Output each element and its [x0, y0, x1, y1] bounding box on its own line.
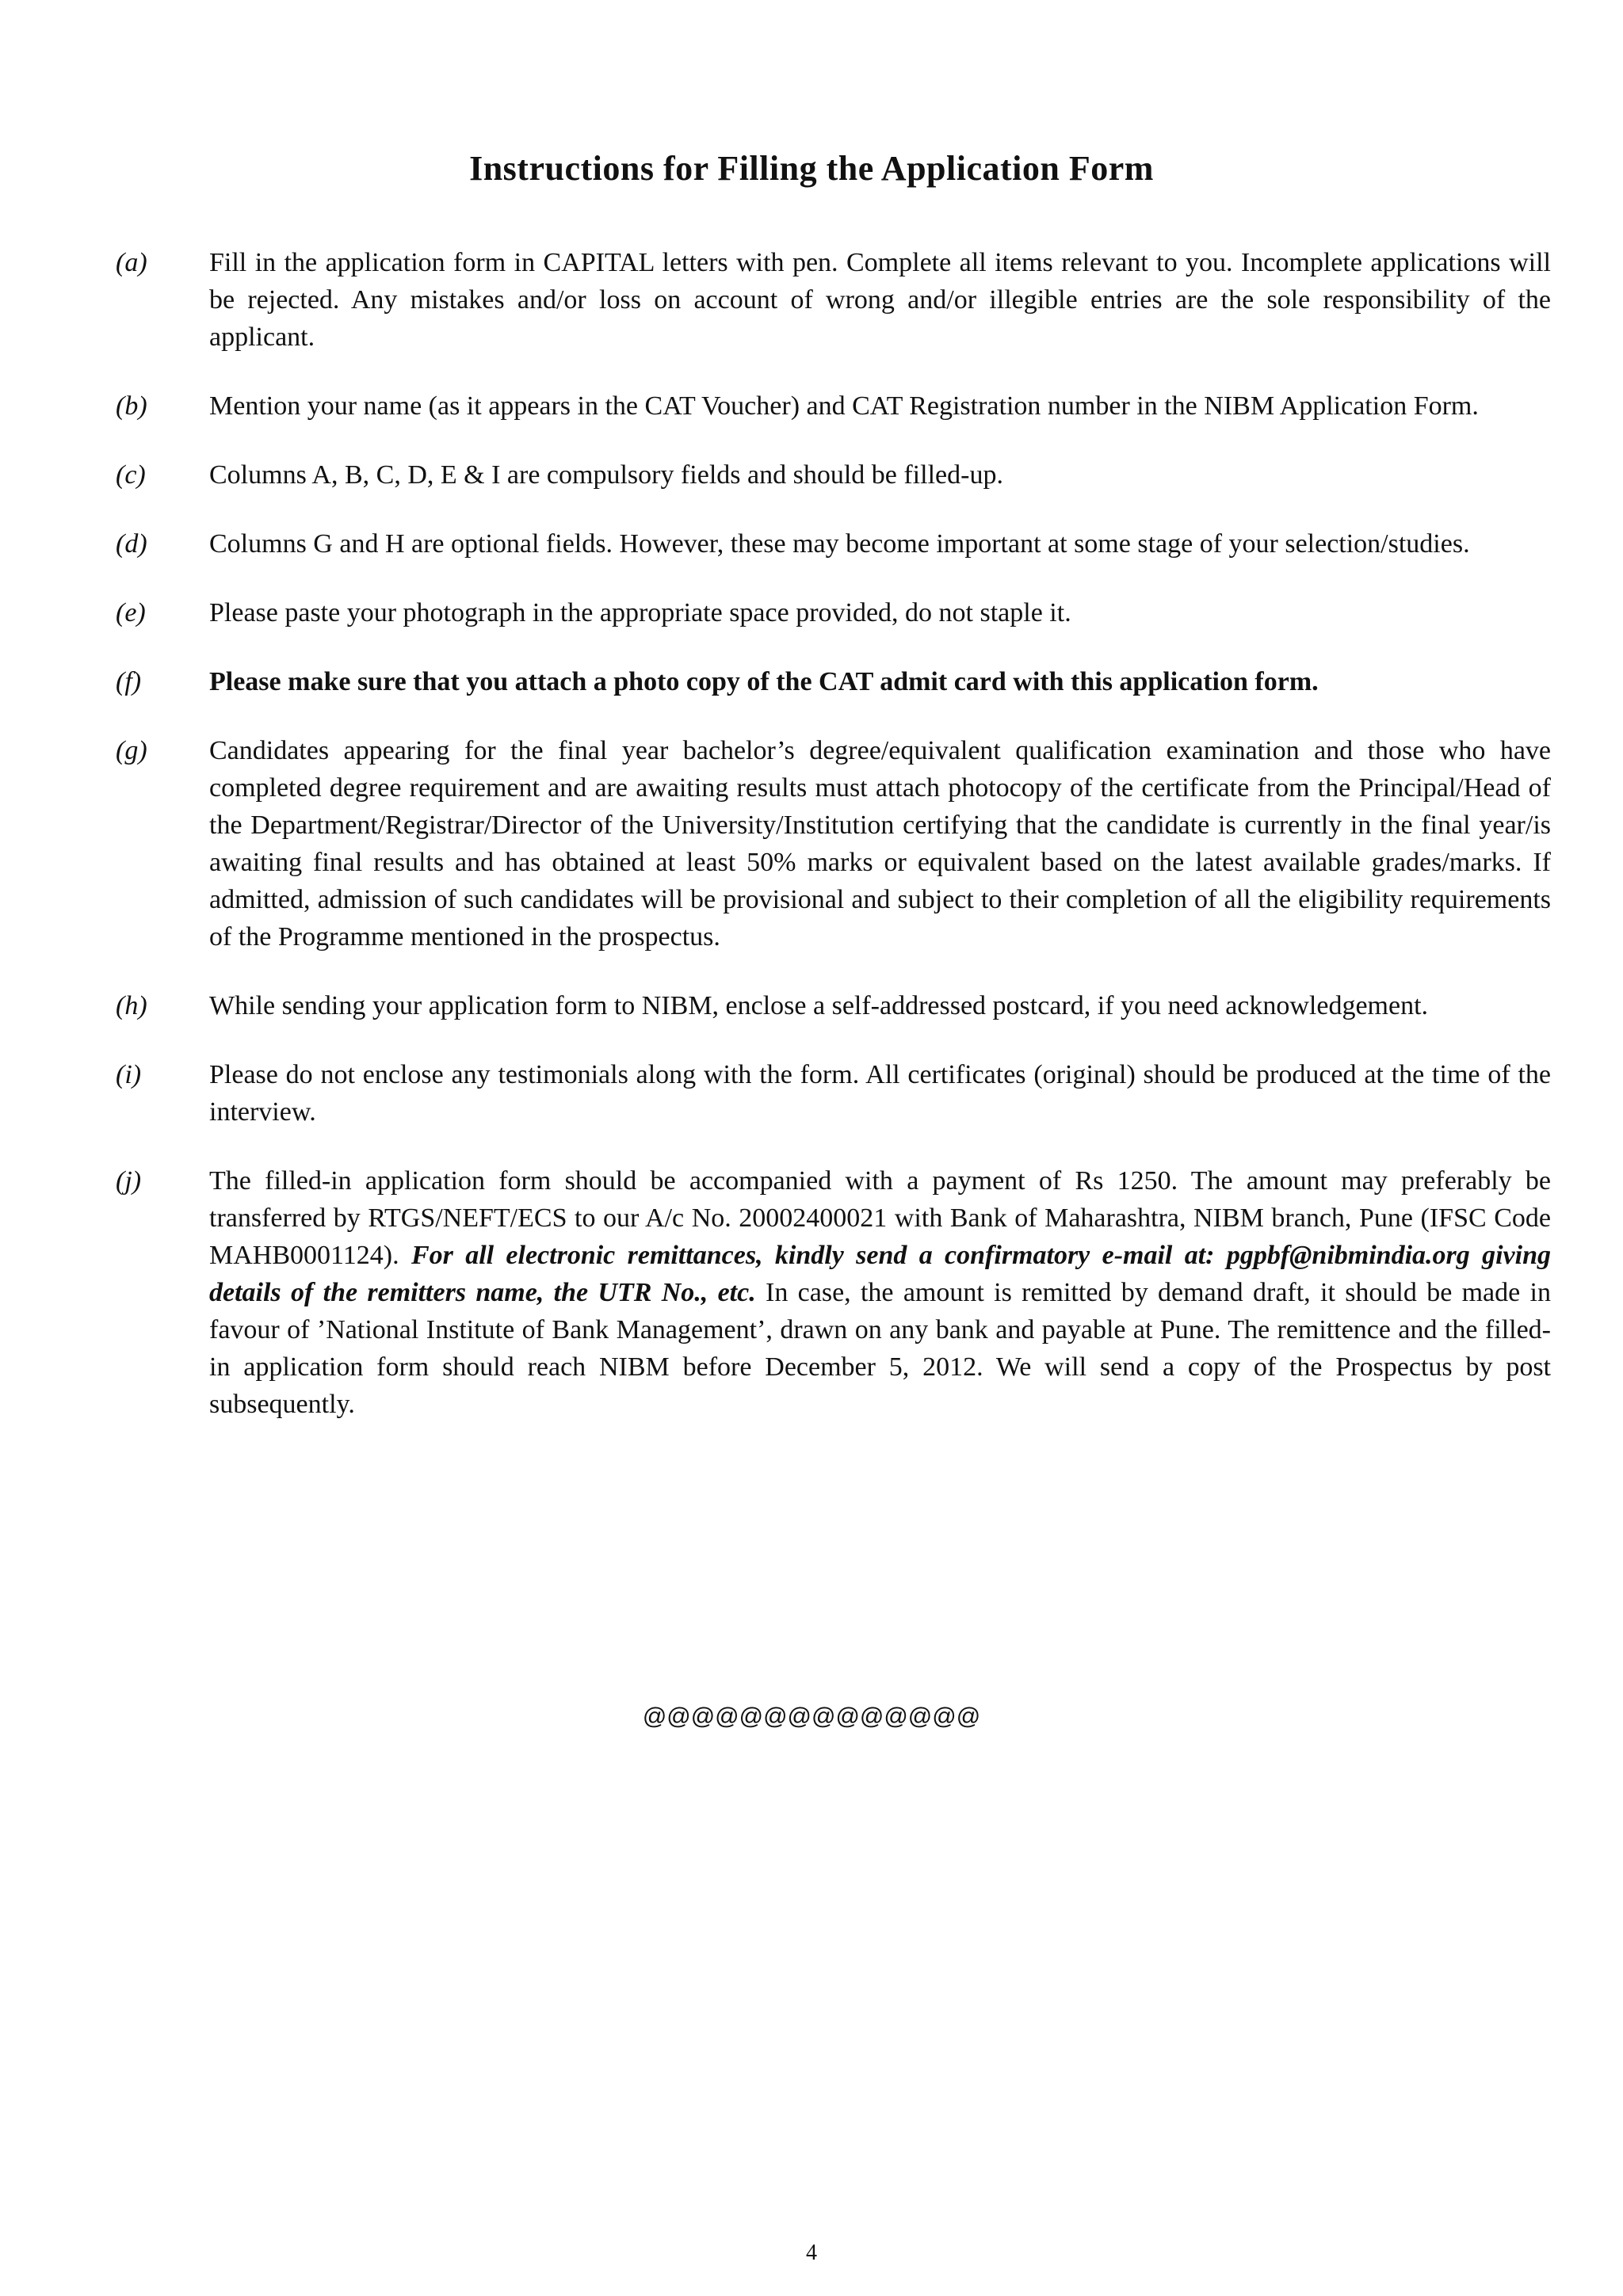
instruction-item-f: [116, 663, 1551, 700]
instruction-item-b: [116, 387, 1551, 425]
item-letter: (e): [116, 598, 146, 627]
item-letter: (i): [116, 1060, 142, 1089]
item-text: Mention your name (as it appears in the CAT Voucher) and CAT Registration number in the NIBM Application Form.: [209, 391, 1479, 421]
instruction-item-d: [116, 525, 1551, 563]
item-text: Please do not enclose any testimonials along with the form. All certificates (original) should be produced at the time of the interview.: [209, 1060, 1551, 1127]
payment-text: The filled-in application form should be accompanied with a payment of Rs 1250. The amount may preferably be transferred by RTGS/NEFT/ECS to our A/c No. 20002400021 with Bank of Maharashtra, NIBM branch, Pune (IFSC Code MAHB0001124).: [209, 1166, 1551, 1270]
page-title: Instructions for Filling the Application Form: [469, 149, 1154, 189]
item-letter: (h): [116, 991, 147, 1020]
instruction-item-c: [116, 456, 1551, 494]
item-text: Please paste your photograph in the appropriate space provided, do not staple it.: [209, 598, 1071, 627]
instruction-item-h: [116, 987, 1551, 1024]
item-text: While sending your application form to NIBM, enclose a self-addressed postcard, if you need acknowledgement.: [209, 991, 1429, 1020]
item-text: [209, 1162, 1551, 1423]
instruction-item-g: [116, 732, 1551, 955]
item-text: Columns A, B, C, D, E & I are compulsory fields and should be filled-up.: [209, 460, 1003, 490]
instruction-item-j: [116, 1162, 1551, 1423]
item-letter: (a): [116, 248, 147, 277]
end-marker: @@@@@@@@@@@@@@: [642, 1703, 981, 1730]
item-text: Columns G and H are optional fields. However, these may become important at some stage of your selection/studies.: [209, 529, 1470, 559]
instruction-item-a: [116, 244, 1551, 356]
instructions-list: [116, 244, 1551, 1455]
item-text: Please make sure that you attach a photo copy of the CAT admit card with this application form.: [209, 667, 1319, 696]
instruction-item-e: [116, 594, 1551, 631]
item-letter: (b): [116, 391, 147, 421]
demand-draft-text: In case, the amount is remitted by demand draft, it should be made in favour of ’National Institute of Bank Management’, drawn on any bank and payable at Pune. The remittence and the filled-in application form should reach NIBM before December 5, 2012. We will send a copy of the Prospectus by post subsequently.: [209, 1278, 1551, 1419]
item-letter: (d): [116, 529, 147, 559]
item-text: Candidates appearing for the final year bachelor’s degree/equivalent qualification examination and those who have completed degree requirement and are awaiting results must attach photocopy of the certificate from the Principal/Head of the Department/Registrar/Director of the University/Institution certifying that the candidate is currently in the final year/is awaiting final results and has obtained at least 50% marks or equivalent based on the latest available grades/marks. If admitted, admission of such candidates will be provisional and subject to their completion of all the eligibility requirements of the Programme mentioned in the prospectus.: [209, 736, 1551, 952]
item-letter: (j): [116, 1166, 142, 1196]
page-number: 4: [806, 2241, 817, 2265]
item-letter: (g): [116, 736, 147, 765]
instruction-item-i: [116, 1056, 1551, 1131]
remittance-email-instruction: For all electronic remittances, kindly send a confirmatory e-mail at: pgpbf@nibmindia.org giving details of the remitters name, the UTR No., etc.: [209, 1241, 1552, 1307]
item-letter: (c): [116, 460, 146, 490]
item-text: Fill in the application form in CAPITAL letters with pen. Complete all items relevant to you. Incomplete applications will be rejected. Any mistakes and/or loss on account of wrong and/or illegible entries are the sole responsibility of the applicant.: [209, 248, 1551, 352]
item-letter: (f): [116, 667, 142, 696]
